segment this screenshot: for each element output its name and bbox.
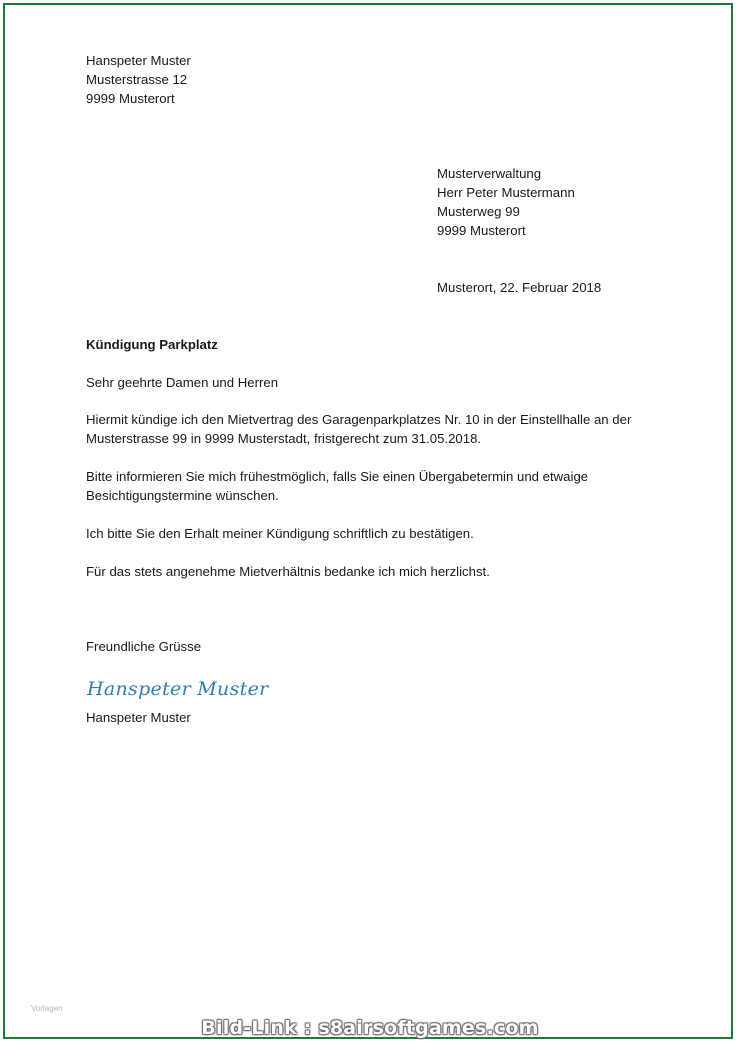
handwritten-signature: Hanspeter Muster xyxy=(87,678,269,700)
paragraph-4-line-1: Für das stets angenehme Mietverhältnis bedanke ich mich herzlichst. xyxy=(86,564,490,579)
paragraph-2-line-1: Bitte informieren Sie mich frühestmöglich, falls Sie einen Übergabetermin und etwaige xyxy=(86,469,589,484)
paragraph-1-line-2: Musterstrasse 99 in 9999 Musterstadt, fristgerecht zum 31.05.2018. xyxy=(86,431,482,446)
footer-small-text: Vorlagen xyxy=(31,1004,63,1013)
letter-page xyxy=(5,5,731,1037)
recipient-city: 9999 Musterort xyxy=(437,223,526,238)
paragraph-2-line-2: Besichtigungstermine wünschen. xyxy=(86,488,279,503)
sender-name: Hanspeter Muster xyxy=(86,53,191,68)
image-link-caption: Bild-Link : s8airsoftgames.com xyxy=(201,1017,539,1039)
paragraph-3-line-1: Ich bitte Sie den Erhalt meiner Kündigung schriftlich zu bestätigen. xyxy=(86,526,474,541)
subject-line: Kündigung Parkplatz xyxy=(86,337,218,352)
recipient-company: Musterverwaltung xyxy=(437,166,542,181)
sender-city: 9999 Musterort xyxy=(86,91,175,106)
recipient-street: Musterweg 99 xyxy=(437,204,520,219)
recipient-person: Herr Peter Mustermann xyxy=(437,185,575,200)
date-line: Musterort, 22. Februar 2018 xyxy=(437,280,602,295)
sender-street: Musterstrasse 12 xyxy=(86,72,188,87)
paragraph-1-line-1: Hiermit kündige ich den Mietvertrag des Garagenparkplatzes Nr. 10 in der Einstellhalle an der xyxy=(86,412,632,427)
signature-name: Hanspeter Muster xyxy=(86,710,191,725)
closing: Freundliche Grüsse xyxy=(86,639,202,654)
salutation: Sehr geehrte Damen und Herren xyxy=(86,375,279,390)
